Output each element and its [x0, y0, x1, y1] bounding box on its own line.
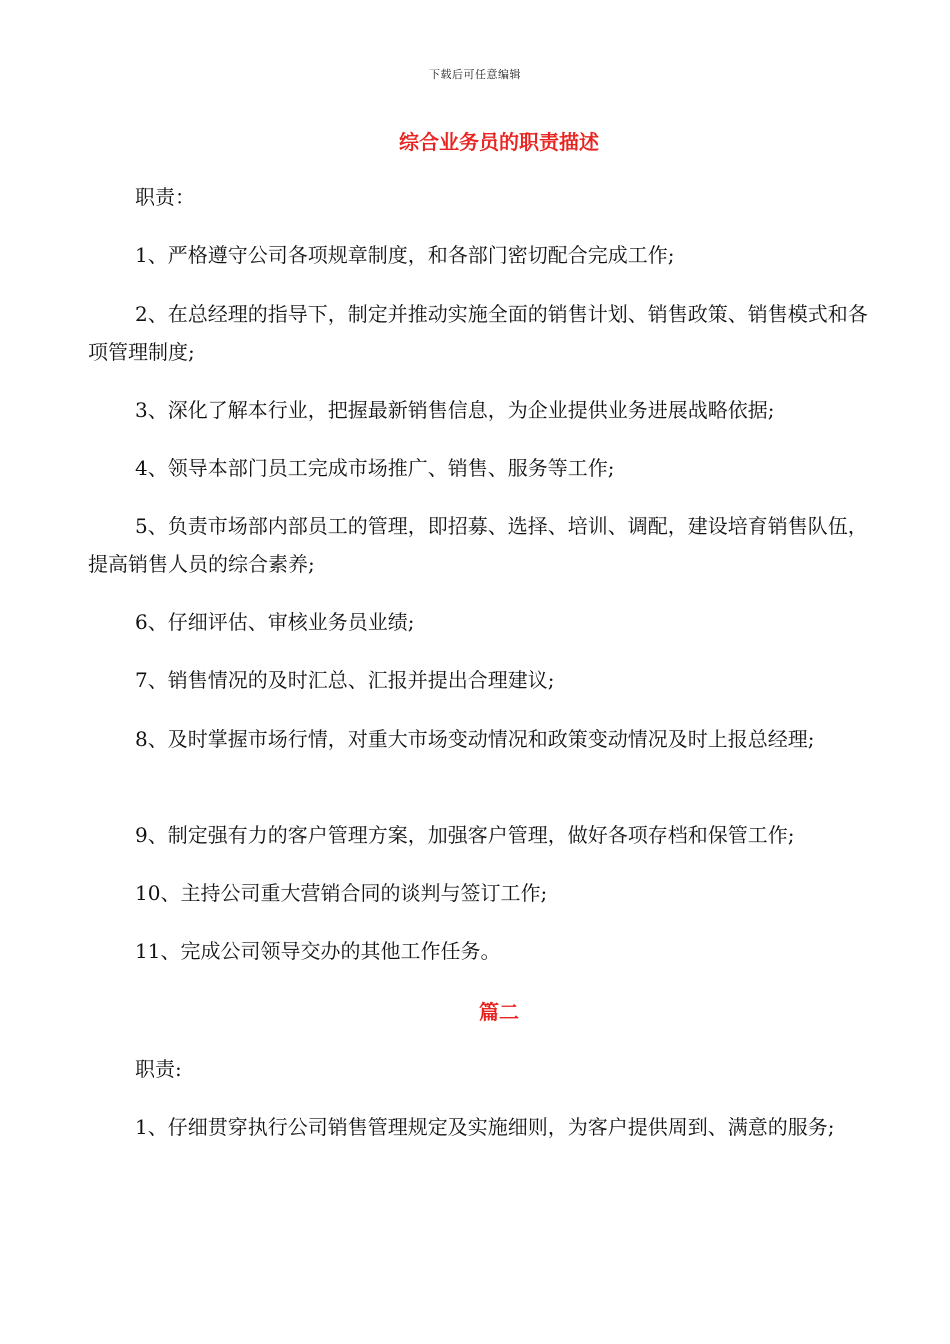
document-title: 综合业务员的职责描述	[399, 130, 599, 154]
section2-item-1: 1、仔细贯穿执行公司销售管理规定及实施细则，为客户提供周到、满意的服务;	[135, 1115, 835, 1139]
section1-item-8: 8、及时掌握市场行情，对重大市场变动情况和政策变动情况及时上报总经理;	[135, 727, 815, 751]
section1-item-1: 1、严格遵守公司各项规章制度，和各部门密切配合完成工作;	[135, 243, 675, 267]
section1-lead: 职责：	[135, 185, 195, 209]
section2-title: 篇二	[479, 1000, 519, 1024]
section1-item-2: 2、在总经理的指导下，制定并推动实施全面的销售计划、销售政策、销售模式和各项管理制度;	[88, 302, 868, 364]
section1-item-10: 10、主持公司重大营销合同的谈判与签订工作;	[135, 881, 548, 905]
section1-item-6: 6、仔细评估、审核业务员业绩;	[135, 610, 415, 634]
section1-item-3: 3、深化了解本行业，把握最新销售信息，为企业提供业务进展战略依据;	[135, 398, 775, 422]
section1-item-5: 5、负责市场部内部员工的管理，即招募、选择、培训、调配，建设培育销售队伍，提高销售人员的综合素养;	[88, 514, 868, 576]
section2-lead: 职责:	[135, 1057, 182, 1081]
page-header-note: 下载后可任意编辑	[429, 68, 521, 81]
section1-item-9: 9、制定强有力的客户管理方案，加强客户管理，做好各项存档和保管工作;	[135, 823, 795, 847]
section1-item-7: 7、销售情况的及时汇总、汇报并提出合理建议;	[135, 668, 555, 692]
section1-item-11: 11、完成公司领导交办的其他工作任务。	[135, 939, 501, 963]
section1-item-4: 4、领导本部门员工完成市场推广、销售、服务等工作;	[135, 456, 615, 480]
